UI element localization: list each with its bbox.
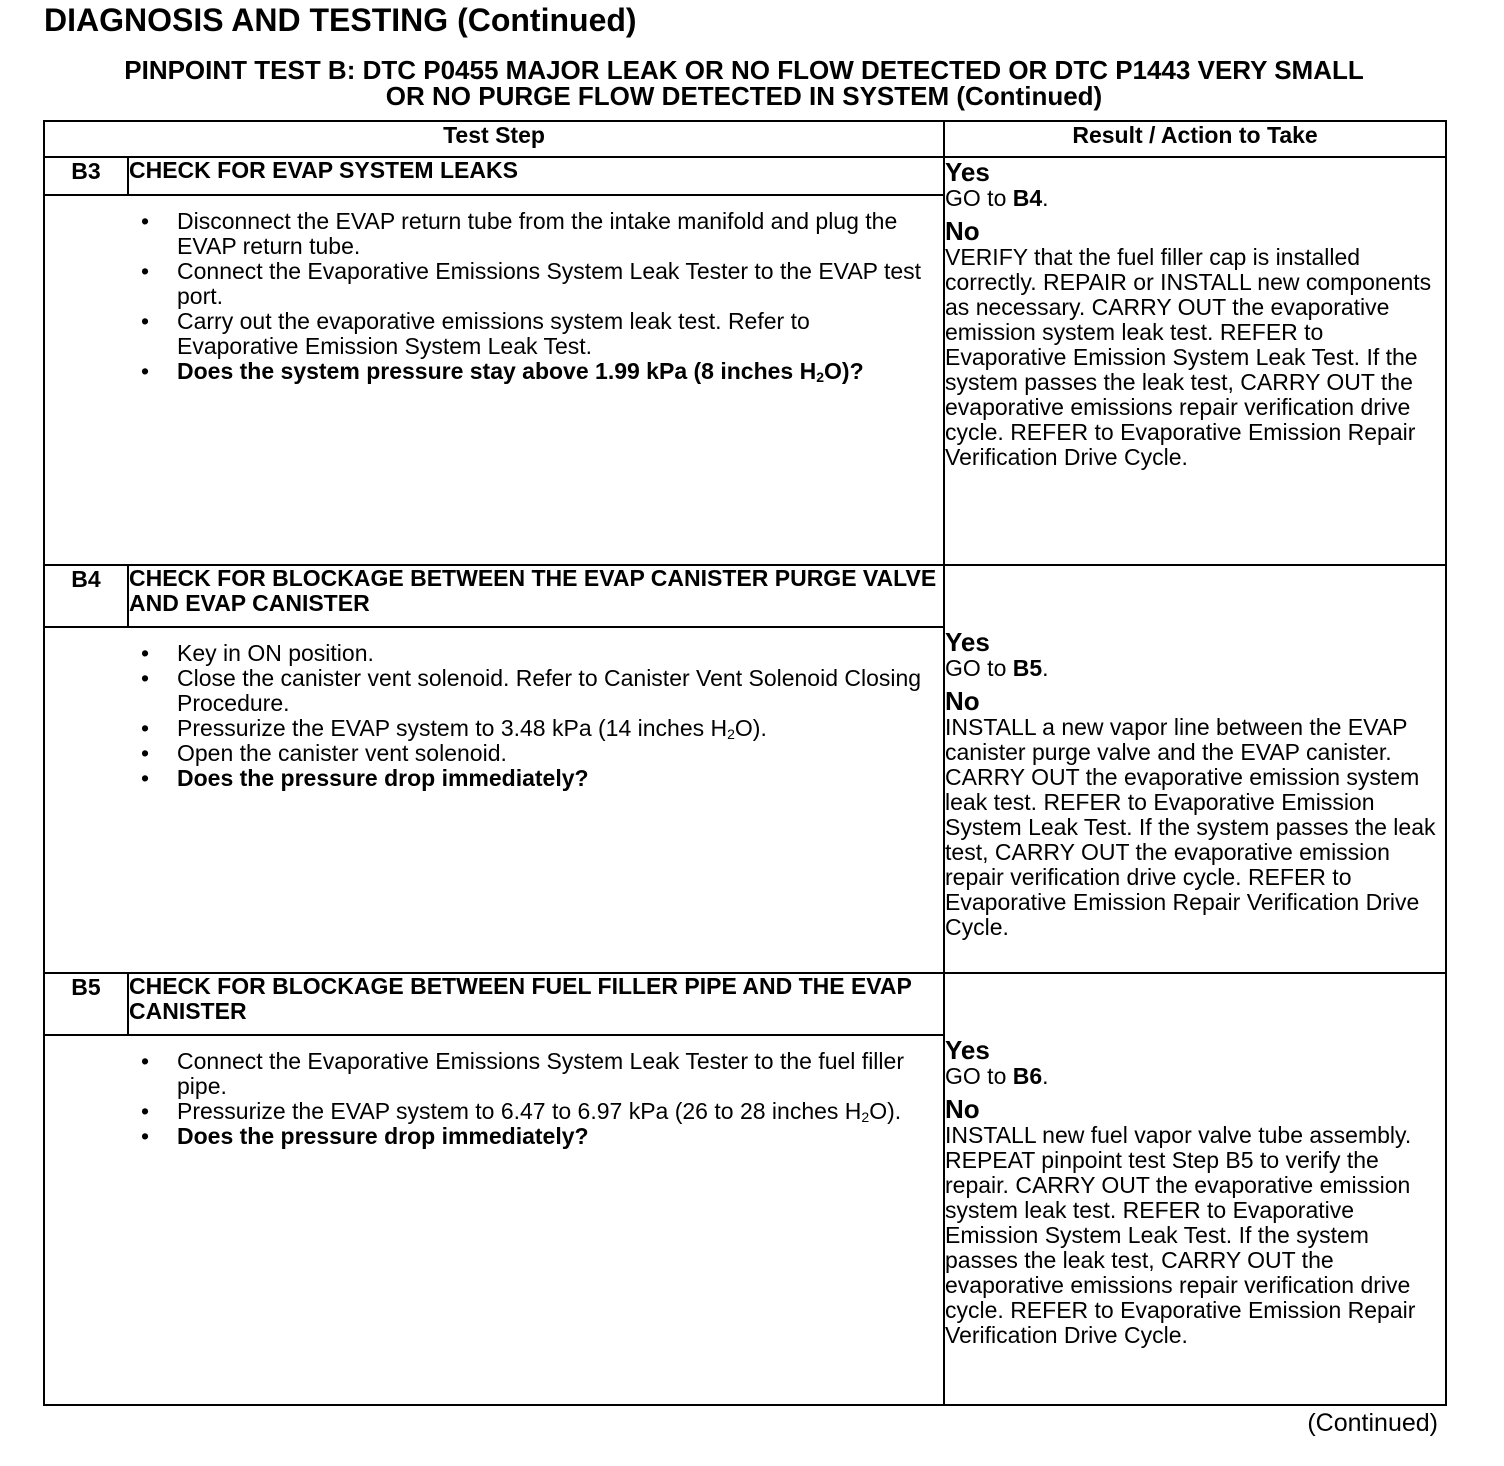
step-heading: CHECK FOR EVAP SYSTEM LEAKS [128,157,944,195]
list-item: • Connect the Evaporative Emissions System Leak Tester to the EVAP test port. [141,258,922,309]
table-header-row [44,121,1446,157]
step-id: B4 [44,565,128,627]
step-heading: CHECK FOR BLOCKAGE BETWEEN FUEL FILLER PIPE AND THE EVAP CANISTER [128,973,944,1035]
step-bullets [45,628,943,791]
yes-action: GO to B5. [945,655,1049,681]
list-item: • Disconnect the EVAP return tube from the intake manifold and plug the EVAP return tube. [141,208,898,259]
no-action: INSTALL a new vapor line between the EVAP canister purge valve and the EVAP canister. CARRY OUT the evaporative emission system leak test. REFER to Evaporative Emission System Leak Test. If the system passes the leak test, CARRY OUT the evaporative emission repair verification drive cycle. REFER to Evaporative Emission Repair Verification Drive Cycle. [945,714,1436,940]
step-question: • Does the pressure drop immediately? [141,765,589,791]
step-bullets [45,196,943,384]
step-b3-body [44,195,944,565]
pinpoint-test-title [44,57,1444,109]
list-item: • Pressurize the EVAP system to 3.48 kPa (14 inches $H_2O$). [141,715,767,742]
list-item: • Open the canister vent solenoid. [141,740,507,766]
yes-label: Yes [945,627,990,657]
no-action: VERIFY that the fuel filler cap is installed correctly. REPAIR or INSTALL new components as necessary. CARRY OUT the evaporative emission system leak test. REFER to Evaporative Emission System Leak Test. If the system passes the leak test, CARRY OUT the evaporative emissions repair verification drive cycle. REFER to Evaporative Emission Repair Verification Drive Cycle. [945,244,1432,470]
no-label: No [945,216,980,246]
result-header: Result / Action to Take [944,121,1446,157]
list-item: • Key in ON position. [141,640,374,666]
yes-action: GO to B6. [945,1063,1049,1089]
step-b5-heading-row [44,973,1446,1035]
step-b4-body [44,627,944,973]
step-id: B5 [44,973,128,1035]
step-b3-heading-row [44,157,1446,195]
list-item: • Close the canister vent solenoid. Refer to Canister Vent Solenoid Closing Procedure. [141,665,922,716]
test-title-line-1: PINPOINT TEST B: DTC P0455 MAJOR LEAK OR NO FLOW DETECTED OR DTC P1443 VERY SMALL [124,55,1364,85]
step-id: B3 [44,157,128,195]
step-b4-heading-row [44,565,1446,627]
test-title-line-2: OR NO PURGE FLOW DETECTED IN SYSTEM (Continued) [385,81,1103,111]
yes-label: Yes [945,1035,990,1065]
yes-label: Yes [945,157,990,187]
no-label: No [945,1094,980,1124]
list-item: • Connect the Evaporative Emissions System Leak Tester to the fuel filler pipe. [141,1048,904,1099]
step-b5-result [944,973,1446,1405]
goto-step-link: B5 [1012,655,1043,681]
yes-action: GO to B4. [945,185,1049,211]
step-b5-body [44,1035,944,1405]
step-heading: CHECK FOR BLOCKAGE BETWEEN THE EVAP CANISTER PURGE VALVE AND EVAP CANISTER [128,565,944,627]
no-label: No [945,686,980,716]
step-b4-result [944,565,1446,973]
step-question: • Does the system pressure stay above 1.99 kPa (8 inches $H_2O$)? [141,358,864,385]
step-b3-result [944,157,1446,565]
list-item: • Pressurize the EVAP system to 6.47 to 6.97 kPa (26 to 28 inches $H_2O$). [141,1098,902,1125]
pinpoint-test-table [43,120,1447,1406]
page-title: DIAGNOSIS AND TESTING (Continued) [44,2,637,38]
no-action: INSTALL new fuel vapor valve tube assembly. REPEAT pinpoint test Step B5 to verify the repair. CARRY OUT the evaporative emission system leak test. REFER to Evaporative Emission System Leak Test. If the system passes the leak test, CARRY OUT the evaporative emissions repair verification drive cycle. REFER to Evaporative Emission Repair Verification Drive Cycle. [945,1122,1416,1348]
goto-step-link: B6 [1012,1063,1043,1089]
step-bullets [45,1036,943,1149]
step-question: • Does the pressure drop immediately? [141,1123,589,1149]
test-step-header: Test Step [44,121,944,157]
list-item: • Carry out the evaporative emissions system leak test. Refer to Evaporative Emission System Leak Test. [141,308,810,359]
continued-label: (Continued) [1307,1409,1438,1437]
goto-step-link: B4 [1012,185,1043,211]
